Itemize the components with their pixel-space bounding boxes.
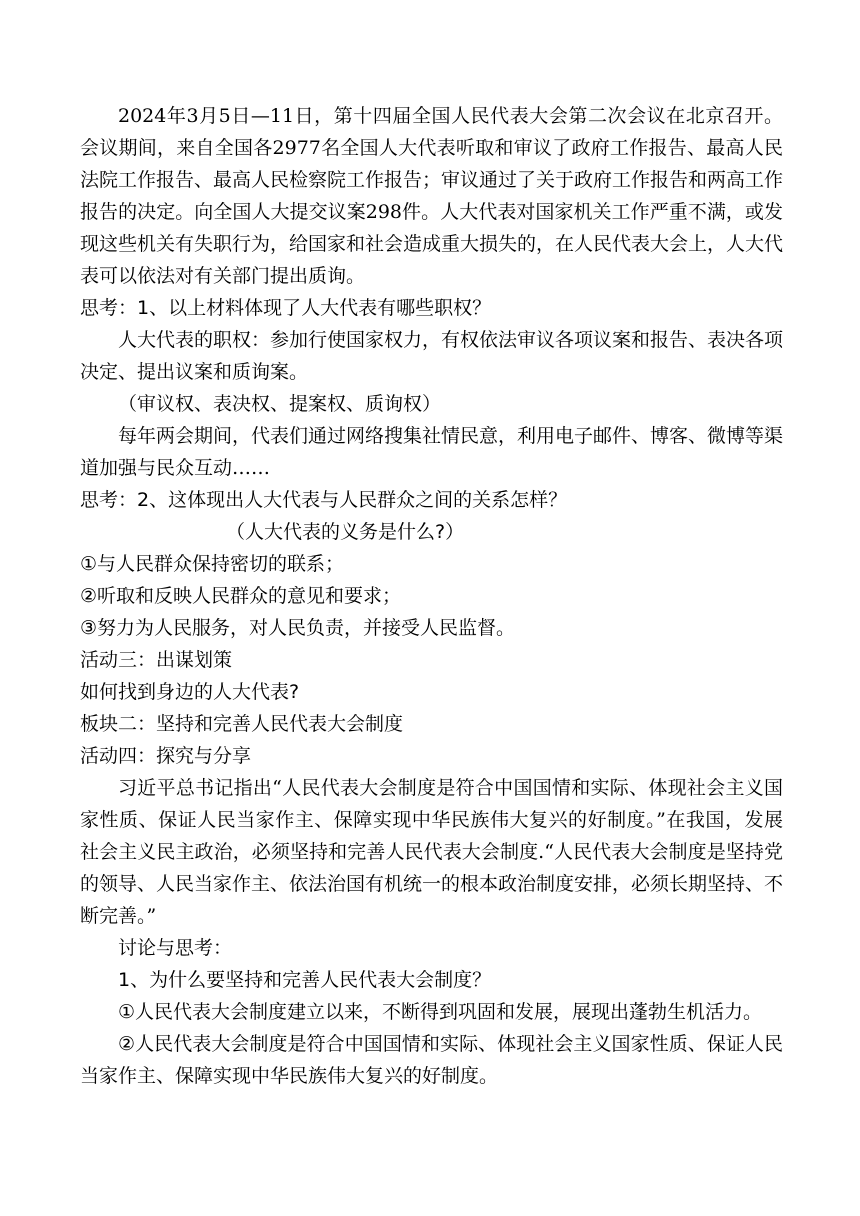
duties-heading: （人大代表的义务是什么?） bbox=[226, 521, 465, 543]
activity-4-heading: 活动四：探究与分享 bbox=[80, 745, 252, 767]
material-paragraph-xi-quote: 习近平总书记指出“人民代表大会制度是符合中国国情和实际、体现社会主义国家性质、保证人民当家作主、保障实现中华民族伟大复兴的好制度。”在我国，发展社会主义民主政治，必须坚持和完善人民代表大会制度.“人民代表大会制度是坚持党的领导、人民当家作主、依法治国有机统一的根本政治制度安排，必须长期坚持、不断完善。” bbox=[80, 777, 784, 927]
duty-item-3: ③努力为人民服务，对人民负责，并接受人民监督。 bbox=[80, 617, 516, 639]
section-2-heading: 板块二：坚持和完善人民代表大会制度 bbox=[80, 713, 404, 735]
activity-3-heading: 活动三：出谋划策 bbox=[80, 649, 233, 671]
document-page bbox=[80, 100, 783, 1092]
powers-summary: （审议权、表决权、提案权、质询权） bbox=[118, 393, 442, 415]
duty-item-2: ②听取和反映人民群众的意见和要求； bbox=[80, 585, 402, 607]
discussion-question-1: 1、为什么要坚持和完善人民代表大会制度？ bbox=[118, 969, 492, 991]
material-paragraph-interaction: 每年两会期间，代表们通过网络搜集社情民意，利用电子邮件、博客、微博等渠道加强与民众互动…… bbox=[80, 425, 784, 479]
answer-deputy-powers: 人大代表的职权：参加行使国家权力，有权依法审议各项议案和报告、表决各项决定、提出议案和质询案。 bbox=[80, 329, 784, 383]
material-paragraph-npc-session: 2024年3月5日—11日，第十四届全国人民代表大会第二次会议在北京召开。会议期间，来自全国各2977名全国人大代表听取和审议了政府工作报告、最高人民法院工作报告、最高人民检察院工作报告；审议通过了关于政府工作报告和两高工作报告的决定。向全国人大提交议案298件。人大代表对国家机关工作严重不满，或发现这些机关有失职行为，给国家和社会造成重大损失的，在人民代表大会上，人大代表可以依法对有关部门提出质询。 bbox=[80, 105, 784, 287]
discussion-heading: 讨论与思考： bbox=[118, 937, 233, 959]
question-1: 思考：1、以上材料体现了人大代表有哪些职权？ bbox=[80, 297, 492, 319]
duty-item-1: ①与人民群众保持密切的联系； bbox=[80, 553, 345, 575]
question-2: 思考：2、这体现出人大代表与人民群众之间的关系怎样？ bbox=[80, 489, 568, 511]
activity-3-question: 如何找到身边的人大代表? bbox=[80, 681, 300, 703]
reason-item-2: ②人民代表大会制度是符合中国国情和实际、体现社会主义国家性质、保证人民当家作主、保障实现中华民族伟大复兴的好制度。 bbox=[80, 1033, 783, 1087]
reason-item-1: ①人民代表大会制度建立以来，不断得到巩固和发展，展现出蓬勃生机活力。 bbox=[118, 1001, 763, 1023]
